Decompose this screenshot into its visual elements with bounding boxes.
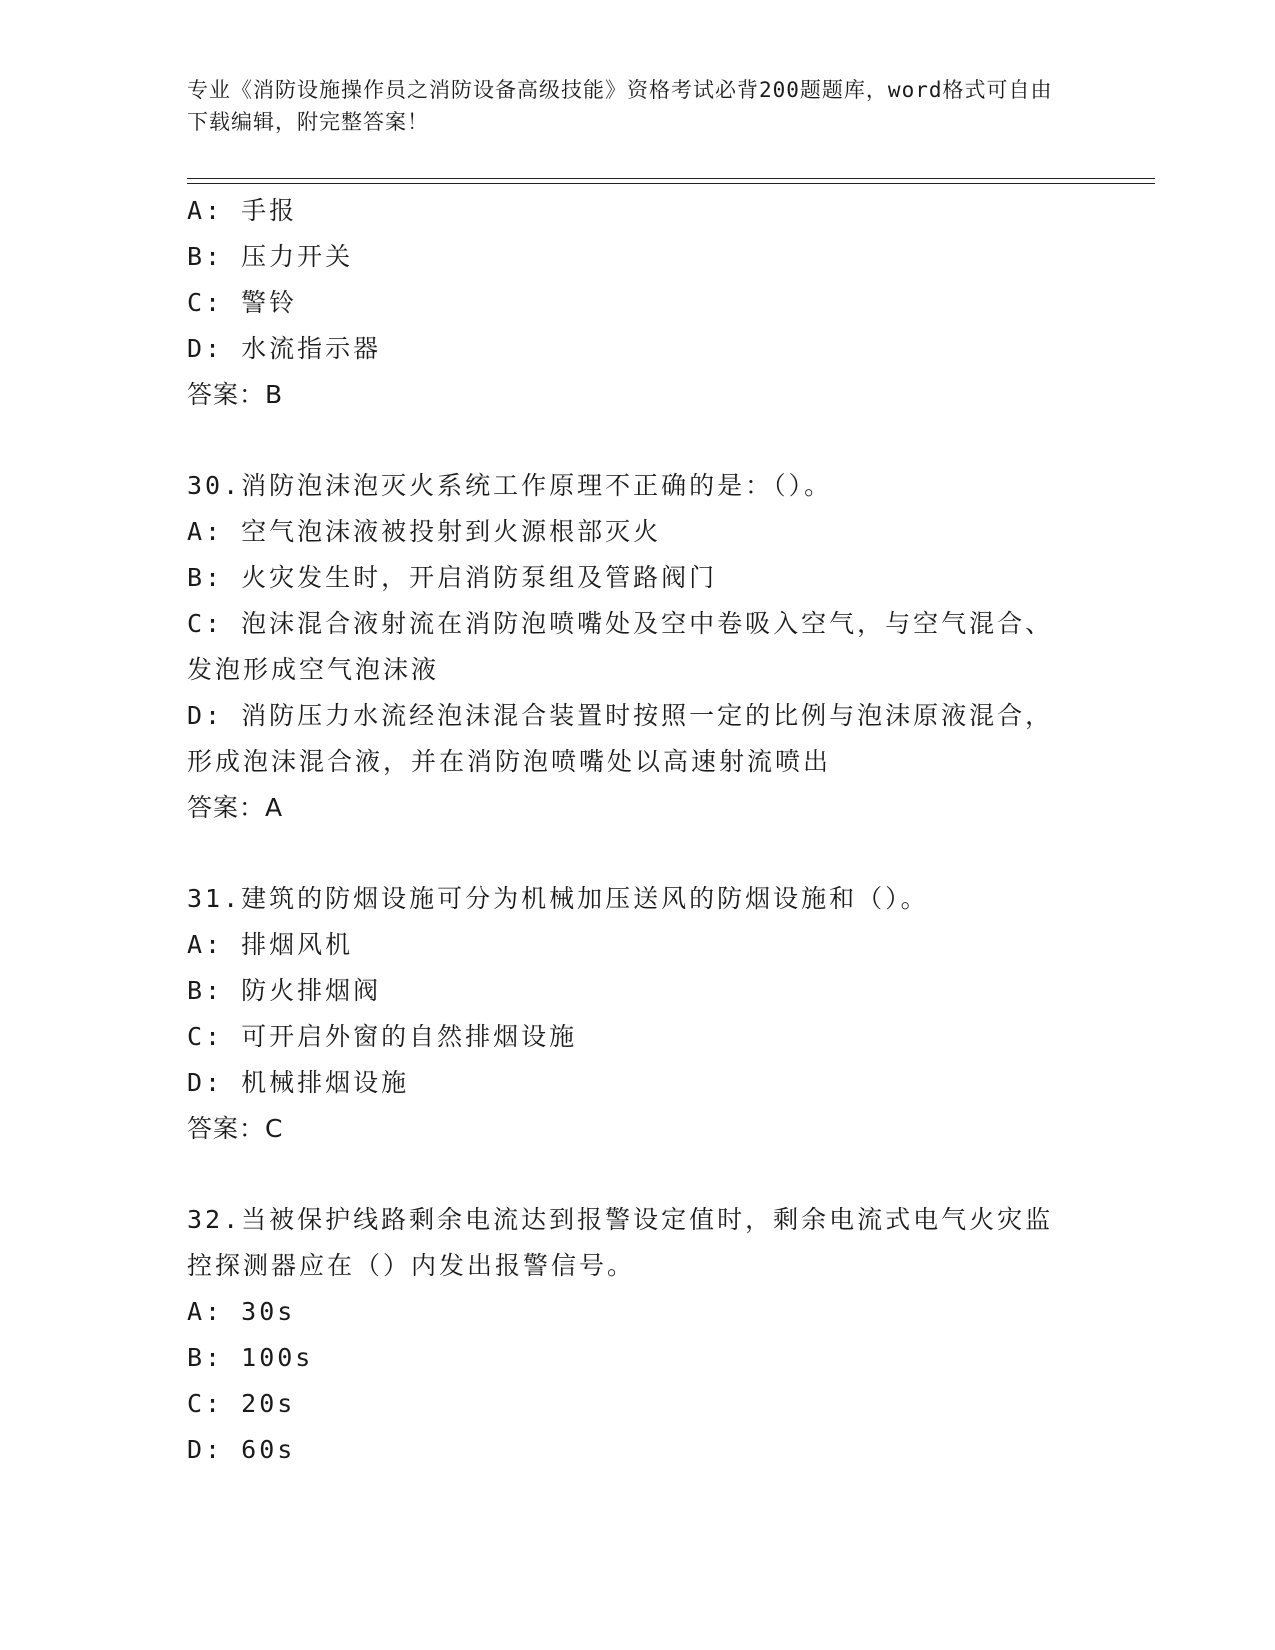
spacer [187, 1152, 1087, 1197]
header-rule-bottom [187, 183, 1155, 184]
option-a: A: 30s [187, 1297, 296, 1326]
option-d-line-1: D: 消防压力水流经泡沫混合装置时按照一定的比例与泡沫原液混合， [187, 701, 1054, 730]
answer: 答案：A [187, 793, 284, 822]
answer: 答案：C [187, 1114, 284, 1143]
option-c: C: 可开启外窗的自然排烟设施 [187, 1022, 578, 1051]
answer: 答案：B [187, 380, 284, 409]
question-text-line-2: 控探测器应在（）内发出报警信号。 [187, 1251, 636, 1280]
option-c-line-2: 发泡形成空气泡沫液 [187, 655, 440, 684]
question-29 [187, 188, 1087, 418]
option-b: B: 火灾发生时，开启消防泵组及管路阀门 [187, 563, 718, 592]
option-c-line-1: C: 泡沫混合液射流在消防泡喷嘴处及空中卷吸入空气，与空气混合、 [187, 609, 1054, 638]
option-a: A: 空气泡沫液被投射到火源根部灭火 [187, 517, 662, 546]
option-a: A: 手报 [187, 196, 298, 225]
question-30 [187, 463, 1087, 831]
spacer [187, 418, 1087, 463]
header-rule-top [187, 178, 1155, 179]
option-c: C: 20s [187, 1389, 296, 1418]
option-d-line-2: 形成泡沫混合液，并在消防泡喷嘴处以高速射流喷出 [187, 747, 832, 776]
question-text: 30.消防泡沫泡灭火系统工作原理不正确的是：（）。 [187, 471, 833, 500]
document-header: 专业《消防设施操作员之消防设备高级技能》资格考试必背200题题库，word格式可自由下载编辑，附完整答案！ [187, 78, 1053, 134]
option-c: C: 警铃 [187, 288, 298, 317]
option-b: B: 100s [187, 1343, 314, 1372]
option-a: A: 排烟风机 [187, 930, 354, 959]
option-d: D: 水流指示器 [187, 334, 382, 363]
document-body [187, 188, 1087, 1473]
option-b: B: 防火排烟阀 [187, 976, 382, 1005]
option-b: B: 压力开关 [187, 242, 354, 271]
question-31 [187, 876, 1087, 1152]
option-d: D: 机械排烟设施 [187, 1068, 410, 1097]
question-32 [187, 1197, 1087, 1473]
question-text: 31.建筑的防烟设施可分为机械加压送风的防烟设施和（）。 [187, 884, 929, 913]
question-text-line-1: 32.当被保护线路剩余电流达到报警设定值时，剩余电流式电气火灾监 [187, 1205, 1054, 1234]
option-d: D: 60s [187, 1435, 296, 1464]
spacer [187, 831, 1087, 876]
